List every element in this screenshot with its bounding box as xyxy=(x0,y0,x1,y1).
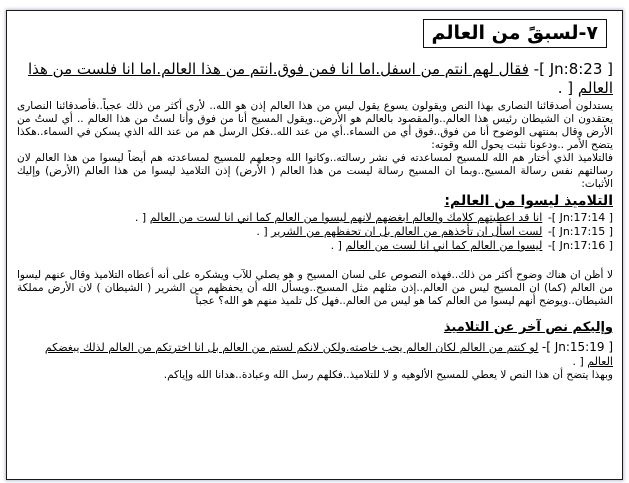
section-title: ٧-لسبقً من العالم xyxy=(423,19,607,48)
verse-reference: [ Jn:17:14 ]- xyxy=(547,211,613,224)
title-row xyxy=(17,19,607,48)
verse-line xyxy=(17,211,613,225)
verse-end: [ . xyxy=(256,225,268,238)
paragraph-1: يستدلون أصدقائنا النصارى بهذا النص ويقولون يسوع يقول ليس من هذا العالم إذن هو الله.. لأرى أكثر من ذلك عجباً..فأصدقائنا النصارى يعتقدون ان الشيطان رئيس هذا العالم..والمقصود بالعالم هو الأرض..ويقول المسيح أنا من فوق وأنا لستُ من هذا العالم .. أي لستُ من الأرض وقال بمنتهى الوضوح أنا من فوق..فوق أي من السماء..أي من عند الله..فكل الرسل هم من عند الله الذي يسكن في السماء..هكذا يتضح الأمر ..ودعونا نثبت يحول الله وقوته: xyxy=(17,100,613,151)
intro-verse xyxy=(17,60,613,98)
verse-line xyxy=(17,225,613,239)
paragraph-2: فالتلاميذ الذي أختار هم الله للمسيح لمساعدته في نشر رسالته..وكانوا الله وجعلهم للمسيح لمساعدته هم أيضاً ليسوا من هذا العالم لان رسالتهم نفس رسالة المسيح..وبما ان المسيح رسالة ليست من هذا العالم ( الأرض) إذن التلاميذ ليسوا من هذا العالم (الأرض) وإليك الأثبات: xyxy=(17,152,613,190)
verse-text: لو كنتم من العالم لكان العالم يحب خاصته.ولكن لانكم لستم من العالم بل انا اخترتكم من العالم لذلك يبغضكم العالم xyxy=(44,341,613,368)
heading-disciples: التلاميذ ليسوا من العالم: xyxy=(444,193,613,209)
final-verse xyxy=(17,340,613,369)
verse-reference: [ Jn:17:16 ]- xyxy=(547,239,613,252)
spacer xyxy=(17,253,613,269)
verse-end: [ . xyxy=(134,211,147,224)
verse-reference: [ Jn:8:23 ]- xyxy=(533,60,613,78)
paragraph-4: وبهذا يتضح أن هذا النص لا يعطي للمسيح الألوهيه و لا للتلاميذ..فكلهم رسل الله وعبادة..هدانا الله وإياكم. xyxy=(163,369,613,381)
heading-another-text: وإليكم نص آخر عن التلاميذ xyxy=(443,320,613,335)
verse-text: انا قد اعطيتهم كلامك والعالم ابغضهم لانهم ليسوا من العالم كما اني انا لست من العالم xyxy=(149,211,543,224)
verse-reference: [ Jn:17:15 ]- xyxy=(547,225,613,238)
verse-end: [ . xyxy=(572,355,584,368)
verse-text: ليسوا من العالم كما اني انا لست من العالم xyxy=(345,239,543,252)
verse-end: [ . xyxy=(330,239,342,252)
page-frame xyxy=(6,10,623,480)
verse-text: لست اسأل ان تأخذهم من العالم بل ان تحفظهم من الشرير xyxy=(271,225,543,238)
paragraph-3: لا أظن ان هناك وضوح أكثر من ذلك..فهذه النصوص على لسان المسيح و هو يصلي للآب ويشكره على أنه أعطاه التلاميذ وقال عنهم ليسوا من العالم (كما) ان المسيح ليس من العالم..إذن مثلهم مثل المسيح..ويسأل الله أن يحفظهم من الشرير ( الشيطان ) لان الأرض مملكة الشيطان..ويوضح أنهم ليسوا من العالم كما هو ليس من العالم..فهل كل تلميذ منهم هو الله؟ عجباً xyxy=(17,269,613,307)
verse-line xyxy=(17,239,613,253)
verse-reference: [ Jn:15:19 ]- xyxy=(541,340,613,354)
document-content xyxy=(17,19,613,382)
verse-end: [ . xyxy=(557,79,574,97)
verse-text: فقال لهم انتم من اسفل.اما انا فمن فوق.انتم من هذا العالم.اما انا فلست من هذا العالم xyxy=(27,60,613,97)
